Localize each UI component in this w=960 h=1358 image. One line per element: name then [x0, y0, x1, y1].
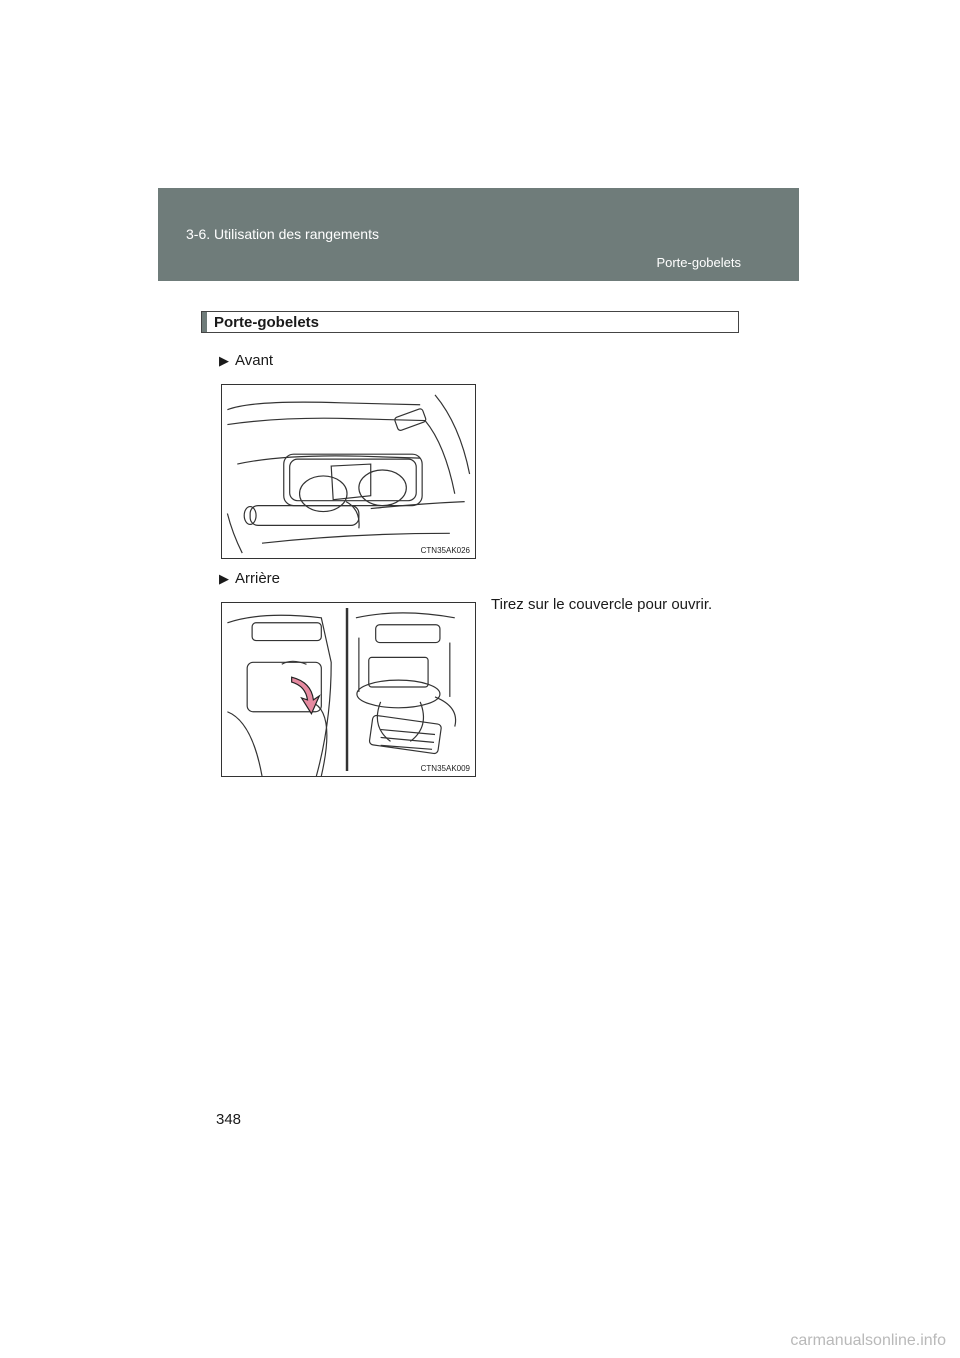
front-cupholder-figure — [221, 384, 476, 559]
rear-open-arrow — [292, 677, 320, 714]
front-label-text: Avant — [235, 352, 274, 369]
title-accent — [202, 312, 207, 332]
section-title-bar — [201, 311, 739, 333]
front-figure-code: CTN35AK026 — [420, 546, 470, 555]
rear-label-text: Arrière — [235, 570, 281, 587]
rear-cupholder-figure — [221, 602, 476, 777]
rear-cupholder-illustration — [222, 603, 475, 776]
front-label — [219, 352, 273, 369]
page-number: 348 — [216, 1111, 242, 1128]
rear-label — [219, 570, 280, 587]
rear-figure-code: CTN35AK009 — [420, 764, 470, 773]
section-title: Porte-gobelets — [214, 314, 320, 331]
section-label: 3-6. Utilisation des rangements — [186, 226, 379, 242]
front-cupholder-illustration — [222, 385, 475, 558]
page-header — [158, 188, 799, 281]
watermark: carmanualsonline.info — [790, 1332, 946, 1349]
header-title: Porte-gobelets — [656, 255, 741, 270]
triangle-bullet-icon: ▶ — [219, 352, 229, 368]
rear-instruction: Tirez sur le couvercle pour ouvrir. — [491, 596, 713, 613]
triangle-bullet-icon: ▶ — [219, 570, 229, 586]
